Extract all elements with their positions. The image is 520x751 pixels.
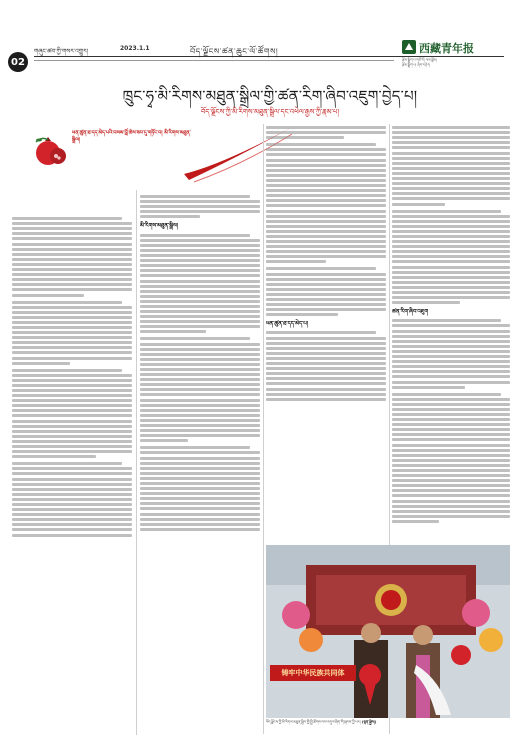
body-text-line: [392, 182, 510, 185]
section-subheading: ཚན་རིག་ཞིབ་འཇུག: [392, 309, 429, 316]
body-text-line: [12, 478, 132, 481]
body-text-line: [392, 335, 510, 338]
body-text-line: [140, 414, 260, 417]
body-text-line: [12, 217, 122, 220]
body-text-line: [392, 428, 510, 431]
body-text-line: [392, 413, 510, 416]
body-text-line: [392, 187, 510, 190]
body-text-line: [266, 225, 386, 228]
body-text-line: [12, 513, 132, 516]
body-text-line: [140, 215, 200, 218]
newspaper-logo-icon: [402, 40, 416, 54]
body-text-line: [140, 472, 260, 475]
body-text-line: [266, 204, 386, 207]
body-text-line: [392, 345, 510, 348]
body-text-line: [392, 484, 510, 487]
body-text-line: [12, 243, 132, 246]
event-photo: [266, 545, 510, 718]
body-text-line: [140, 497, 260, 500]
body-text-line: [12, 440, 132, 443]
body-text-line: [392, 220, 510, 223]
body-text-line: [266, 303, 386, 306]
body-text-line: [392, 230, 510, 233]
body-text-line: [12, 321, 132, 324]
body-text-line: [266, 169, 386, 172]
body-text-line: [392, 330, 510, 333]
body-text-line: [12, 369, 122, 372]
body-text-line: [392, 240, 510, 243]
body-text-line: [12, 258, 132, 261]
body-text-line: [266, 293, 386, 296]
body-text-line: [392, 324, 510, 327]
photo-caption-text: བོད་ལྗོངས་ཀྱི་མི་རིགས་མཐུན་སྒྲིལ་གྱི་སྤྱི་ཚོགས་ལས་འགུལ་ཞིག་གི་སྐབས་ཀྱི་པར།: [266, 720, 361, 724]
body-text-line: [140, 249, 260, 252]
body-text-line: [12, 445, 132, 448]
body-text-line: [392, 444, 510, 447]
body-text-line: [140, 239, 260, 242]
body-text-line: [12, 362, 70, 365]
body-text-line: [140, 439, 188, 442]
body-text-line: [12, 336, 132, 339]
issue-date: 2023.1.1: [120, 45, 150, 52]
caption-credit: (ལྷན་སྐྱེས།): [361, 720, 377, 724]
body-text-line: [266, 164, 386, 167]
body-text-line: [266, 199, 386, 202]
body-text-line: [392, 375, 510, 378]
body-text-line: [12, 455, 96, 458]
body-text-line: [140, 523, 260, 526]
body-text-line: [12, 288, 132, 291]
photo-banner-text: 铸牢中华民族共同体: [270, 665, 356, 681]
body-text-line: [140, 518, 260, 521]
body-text-line: [12, 341, 132, 344]
body-text-line: [12, 528, 132, 531]
body-text-line: [12, 311, 132, 314]
body-text-line: [266, 362, 386, 365]
body-text-line: [12, 472, 132, 475]
body-text-line: [140, 295, 260, 298]
body-text-line: [266, 220, 386, 223]
body-text-line: [12, 394, 132, 397]
body-text-line: [392, 167, 510, 170]
body-text-line: [392, 510, 510, 513]
body-text-line: [266, 143, 376, 146]
body-text-line: [392, 350, 510, 353]
body-text-line: [140, 383, 260, 386]
body-text-line: [266, 398, 386, 401]
body-text-line: [12, 425, 132, 428]
body-text-line: [12, 503, 132, 506]
section-subheading: ཕན་ཚུན་ཐ་དད་མེད་པ།: [266, 321, 309, 328]
body-text-line: [266, 184, 386, 187]
event-photo-illustration: [266, 545, 510, 718]
body-text-line: [392, 319, 501, 322]
newspaper-logo-text: 西藏青年报: [419, 42, 474, 55]
body-text-line: [140, 280, 260, 283]
body-text-line: [266, 153, 386, 156]
body-text-line: [140, 264, 260, 267]
body-text-line: [392, 520, 439, 523]
body-text-line: [140, 424, 260, 427]
body-text-line: [140, 502, 260, 505]
body-text-line: [140, 378, 260, 381]
column-divider: [263, 124, 264, 734]
body-text-line: [12, 222, 132, 225]
body-text-line: [392, 271, 510, 274]
body-text-line: [140, 348, 260, 351]
body-text-line: [392, 210, 501, 213]
body-text-line: [392, 433, 510, 436]
feature-banner: [34, 124, 284, 184]
body-text-line: [392, 203, 445, 206]
body-text-line: [140, 393, 260, 396]
banner-text: ཕན་ཚུན་ཐ་དད་མེད་པའི་བསམ་བློ་ཆེས་ཟབ་དུ་གཏོང་བ། མི་རིགས་མཐུན་སྒྲིལ།: [72, 130, 191, 143]
body-text-line: [12, 268, 132, 271]
body-text-line: [266, 377, 386, 380]
body-text-line: [266, 347, 386, 350]
body-text-line: [12, 278, 132, 281]
body-text-line: [392, 301, 460, 304]
body-text-line: [266, 230, 386, 233]
section-subheading: མི་རིགས་མཐུན་སྒྲིལ།: [140, 223, 179, 230]
body-text-line: [266, 189, 386, 192]
body-text-line: [12, 430, 132, 433]
body-text-line: [392, 464, 510, 467]
body-text-line: [12, 414, 132, 417]
body-text-line: [266, 357, 386, 360]
body-text-line: [12, 462, 122, 465]
masthead-meta-line: རྩོམ་སྒྲིག་པ་གཙོ་བོ། ལས་ཟློས།: [402, 58, 437, 62]
body-text-line: [266, 159, 386, 162]
article-column-3: [266, 124, 386, 544]
body-text-line: [140, 482, 260, 485]
body-text-line: [392, 245, 510, 248]
body-text-line: [266, 367, 386, 370]
body-text-line: [140, 274, 260, 277]
body-text-line: [266, 255, 386, 258]
body-text-line: [392, 469, 510, 472]
body-text-line: [140, 259, 260, 262]
body-text-line: [140, 310, 260, 313]
body-text-line: [266, 308, 386, 311]
body-text-line: [392, 286, 510, 289]
body-text-line: [140, 467, 260, 470]
body-text-line: [392, 296, 510, 299]
photo-caption: [266, 720, 510, 725]
body-text-line: [12, 409, 132, 412]
body-text-line: [266, 245, 386, 248]
body-text-line: [140, 330, 206, 333]
body-text-line: [266, 283, 386, 286]
body-text-line: [392, 398, 510, 401]
body-text-line: [140, 205, 260, 208]
body-text-line: [140, 446, 250, 449]
body-text-line: [392, 162, 510, 165]
body-text-line: [12, 331, 132, 334]
body-text-line: [140, 507, 260, 510]
body-text-line: [392, 393, 501, 396]
body-text-line: [266, 288, 386, 291]
body-text-line: [140, 305, 260, 308]
body-text-line: [266, 148, 386, 151]
body-text-line: [392, 474, 510, 477]
body-text-line: [392, 423, 510, 426]
body-text-line: [12, 351, 132, 354]
body-text-line: [140, 234, 250, 237]
body-text-line: [392, 360, 510, 363]
body-text-line: [266, 174, 386, 177]
pomegranate-icon: [34, 134, 68, 168]
body-text-line: [266, 298, 386, 301]
body-text-line: [266, 136, 344, 139]
body-text-line: [12, 493, 132, 496]
body-text-line: [392, 255, 510, 258]
body-text-line: [140, 429, 260, 432]
body-text-line: [392, 197, 510, 200]
body-text-line: [140, 419, 260, 422]
article-column-1: [12, 215, 132, 735]
body-text-line: [12, 420, 132, 423]
body-text-line: [12, 283, 132, 286]
body-text-line: [140, 368, 260, 371]
body-text-line: [392, 152, 510, 155]
body-text-line: [12, 263, 132, 266]
body-text-line: [140, 254, 260, 257]
body-text-line: [392, 418, 510, 421]
body-text-line: [266, 215, 386, 218]
body-text-line: [12, 389, 132, 392]
article-column-2: [140, 193, 260, 733]
body-text-line: [266, 273, 386, 276]
masthead-meta-line: རྩོམ་སྒྲིག་པ། ཞིབ་བཤེར།: [402, 63, 431, 67]
body-text-line: [12, 450, 132, 453]
body-text-line: [266, 337, 386, 340]
body-text-line: [140, 244, 260, 247]
masthead-rule: [34, 56, 504, 57]
body-text-line: [392, 291, 510, 294]
body-text-line: [392, 126, 510, 129]
body-text-line: [140, 315, 260, 318]
body-text-line: [12, 306, 132, 309]
body-text-line: [12, 508, 132, 511]
body-text-line: [392, 479, 510, 482]
body-text-line: [12, 534, 132, 537]
body-text-line: [392, 381, 510, 384]
body-text-line: [140, 285, 260, 288]
body-text-line: [140, 358, 260, 361]
page-headline: ཁྲུང་ཧྭ་མི་རིགས་མཐུན་སྒྲིལ་གྱི་ཚན་རིག་ཞིབ་འཇུག་བྱེད་པ།: [122, 87, 418, 105]
body-text-line: [392, 500, 510, 503]
body-text-line: [392, 449, 510, 452]
body-text-line: [12, 326, 132, 329]
body-text-line: [140, 290, 260, 293]
body-text-line: [12, 374, 132, 377]
body-text-line: [12, 399, 132, 402]
body-text-line: [266, 267, 376, 270]
body-text-line: [12, 404, 132, 407]
body-text-line: [392, 459, 510, 462]
body-text-line: [140, 457, 260, 460]
body-text-line: [12, 227, 132, 230]
body-text-line: [12, 518, 132, 521]
body-text-line: [392, 365, 510, 368]
body-text-line: [392, 136, 510, 139]
body-text-line: [266, 250, 386, 253]
body-text-line: [12, 273, 132, 276]
body-text-line: [140, 210, 260, 213]
body-text-line: [392, 403, 510, 406]
body-text-line: [266, 179, 386, 182]
body-text-line: [392, 494, 510, 497]
body-text-line: [392, 489, 510, 492]
body-text-line: [392, 192, 510, 195]
column-divider: [136, 190, 137, 735]
body-text-line: [266, 240, 386, 243]
body-text-line: [140, 492, 260, 495]
body-text-line: [266, 131, 386, 134]
body-text-line: [140, 528, 260, 531]
body-text-line: [392, 454, 510, 457]
body-text-line: [140, 451, 260, 454]
body-text-line: [140, 343, 260, 346]
body-text-line: [266, 393, 386, 396]
body-text-line: [392, 235, 510, 238]
body-text-line: [12, 357, 132, 360]
body-text-line: [392, 386, 465, 389]
body-text-line: [140, 434, 260, 437]
masthead-rule-secondary: [34, 60, 394, 61]
body-text-line: [140, 462, 260, 465]
body-text-line: [12, 316, 132, 319]
body-text-line: [12, 488, 132, 491]
body-text-line: [266, 313, 338, 316]
body-text-line: [12, 248, 132, 251]
body-text-line: [392, 250, 510, 253]
body-text-line: [392, 177, 510, 180]
body-text-line: [140, 363, 260, 366]
body-text-line: [392, 131, 510, 134]
body-text-line: [392, 515, 510, 518]
body-text-line: [392, 276, 510, 279]
masthead-meta: [402, 58, 514, 68]
body-text-line: [266, 331, 376, 334]
body-text-line: [140, 513, 260, 516]
body-text-line: [12, 232, 132, 235]
body-text-line: [140, 487, 260, 490]
body-text-line: [392, 355, 510, 358]
body-text-line: [392, 340, 510, 343]
body-text-line: [140, 337, 250, 340]
body-text-line: [392, 281, 510, 284]
body-text-line: [266, 210, 386, 213]
body-text-line: [140, 300, 260, 303]
body-text-line: [392, 370, 510, 373]
body-text-line: [12, 523, 132, 526]
page-subheadline: བོད་ལྗོངས་ཀྱི་མི་རིགས་མཐུན་སྒྲིལ་དང་འཕེལ་རྒྱས་ཀྱི་རྣམ་པ།: [200, 108, 340, 116]
body-text-line: [140, 373, 260, 376]
body-text-line: [266, 382, 386, 385]
body-text-line: [392, 215, 510, 218]
body-text-line: [392, 260, 510, 263]
body-text-line: [266, 372, 386, 375]
section-label: གཞུང་ཚབ་ཀྱི་གསར་འགྱུར།: [34, 48, 89, 55]
masthead-title: བོད་ལྗོངས་ཚན་ཆུང་ལོ་ཚོགས།: [190, 47, 279, 56]
body-text-line: [12, 467, 132, 470]
body-text-line: [12, 253, 132, 256]
body-text-line: [392, 172, 510, 175]
body-text-line: [392, 505, 510, 508]
body-text-line: [140, 404, 260, 407]
body-text-line: [12, 237, 132, 240]
body-text-line: [140, 320, 260, 323]
body-text-line: [392, 225, 510, 228]
body-text-line: [266, 235, 386, 238]
body-text-line: [266, 126, 386, 129]
body-text-line: [12, 294, 84, 297]
body-text-line: [140, 325, 260, 328]
body-text-line: [12, 435, 132, 438]
body-text-line: [266, 260, 326, 263]
body-text-line: [12, 483, 132, 486]
body-text-line: [140, 388, 260, 391]
body-text-line: [140, 399, 260, 402]
body-text-line: [392, 157, 510, 160]
body-text-line: [12, 384, 132, 387]
body-text-line: [266, 194, 386, 197]
body-text-line: [392, 438, 510, 441]
body-text-line: [12, 379, 132, 382]
body-text-line: [140, 200, 260, 203]
body-text-line: [12, 346, 132, 349]
body-text-line: [266, 352, 386, 355]
body-text-line: [392, 146, 510, 149]
body-text-line: [140, 269, 260, 272]
body-text-line: [12, 301, 122, 304]
body-text-line: [266, 388, 386, 391]
body-text-line: [266, 342, 386, 345]
body-text-line: [12, 498, 132, 501]
body-text-line: [392, 141, 510, 144]
body-text-line: [140, 477, 260, 480]
body-text-line: [392, 408, 510, 411]
body-text-line: [392, 266, 510, 269]
body-text-line: [140, 409, 260, 412]
body-text-line: [266, 278, 386, 281]
page-number-badge: 02: [8, 52, 28, 72]
body-text-line: [140, 195, 250, 198]
body-text-line: [140, 353, 260, 356]
